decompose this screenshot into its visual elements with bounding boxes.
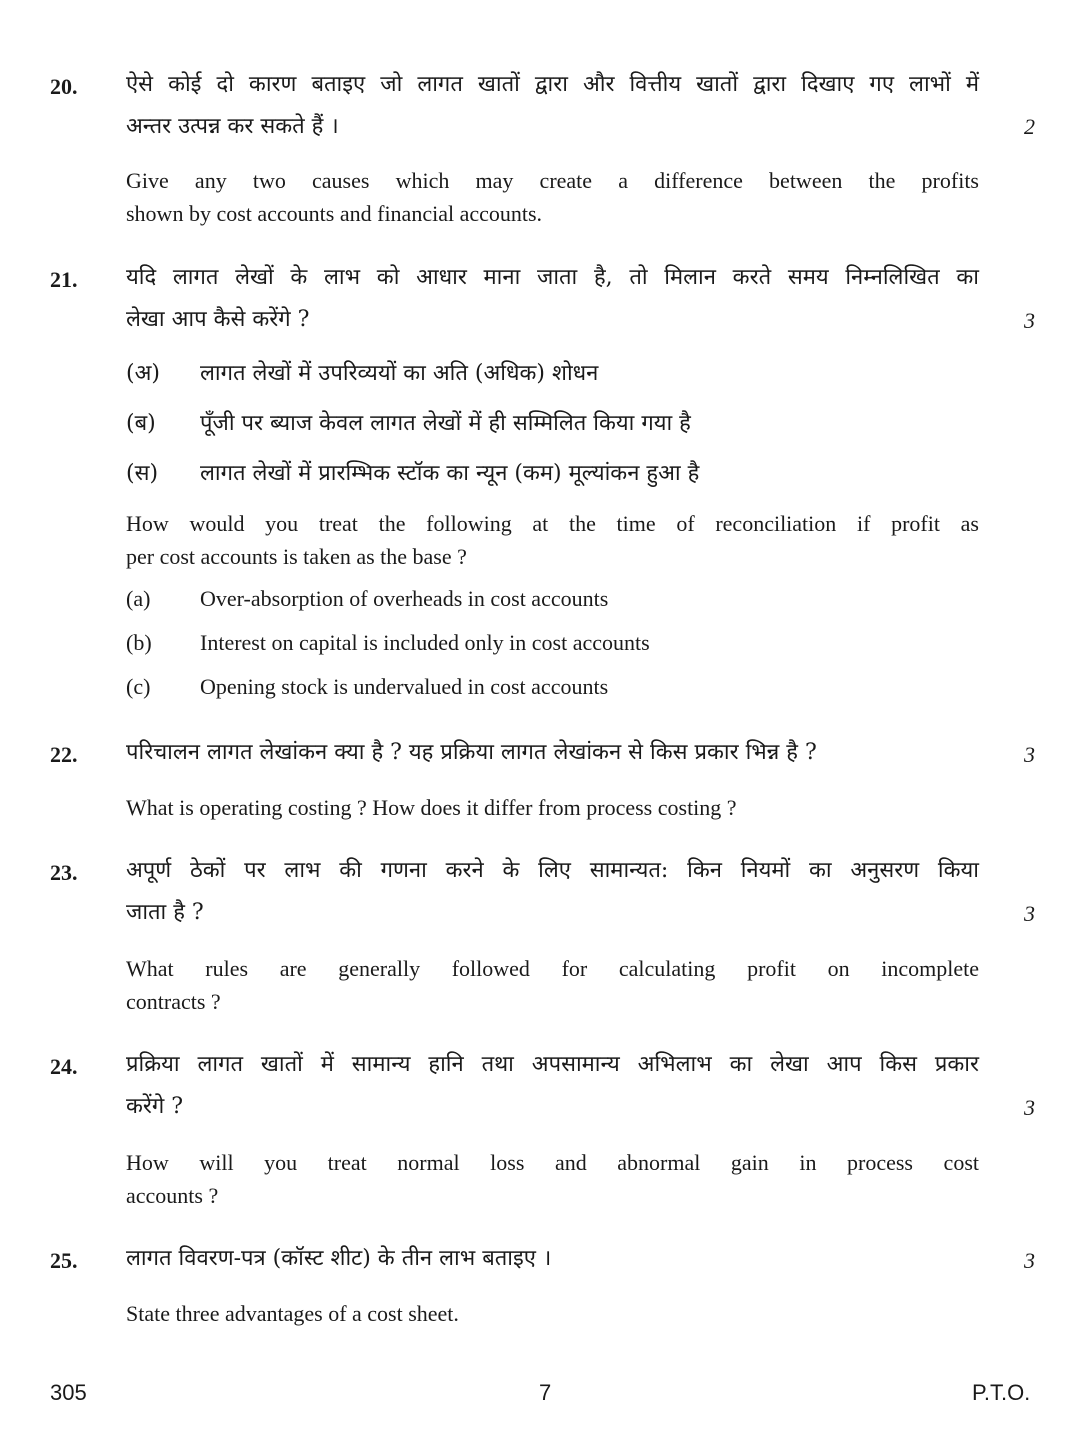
question-marks: 3 (1024, 308, 1035, 333)
question-marks: 3 (1024, 1095, 1035, 1120)
question-english-line: What rules are generally followed for calculating profit on incomplete (126, 956, 979, 981)
question-hindi-line: अन्तर उत्पन्न कर सकते हैं । (126, 114, 339, 139)
question-number: 20. (50, 74, 78, 99)
part-label: (b) (126, 630, 152, 655)
question-marks: 3 (1024, 1248, 1035, 1273)
question-marks: 3 (1024, 901, 1035, 926)
question-number: 23. (50, 860, 78, 885)
part-label: (अ) (126, 361, 160, 386)
please-turn-over: P.T.O. (972, 1380, 1031, 1405)
question-english-line: State three advantages of a cost sheet. (126, 1301, 459, 1326)
question-hindi-line: ऐसे कोई दो कारण बताइए जो लागत खातों द्वारा और वित्तीय खातों द्वारा दिखाए गए लाभों में (126, 72, 979, 97)
question-marks: 3 (1024, 742, 1035, 767)
question-english-line: contracts ? (126, 989, 221, 1014)
question-hindi-line: लागत विवरण-पत्र (कॉस्ट शीट) के तीन लाभ बताइए । (126, 1246, 552, 1271)
page-number: 7 (539, 1380, 552, 1405)
part-label: (ब) (126, 411, 156, 436)
question-english-line: per cost accounts is taken as the base ? (126, 544, 467, 569)
question-hindi-line: करेंगे ? (126, 1094, 184, 1119)
question-number: 24. (50, 1054, 78, 1079)
part-text: पूँजी पर ब्याज केवल लागत लेखों में ही सम्मिलित किया गया है (200, 411, 691, 436)
part-text: लागत लेखों में उपरिव्ययों का अति (अधिक) शोधन (200, 361, 599, 386)
part-label: (स) (126, 461, 159, 486)
question-number: 21. (50, 267, 78, 292)
question-hindi-line: प्रक्रिया लागत खातों में सामान्य हानि तथा अपसामान्य अभिलाभ का लेखा आप किस प्रकार (126, 1052, 979, 1077)
question-english-line: Give any two causes which may create a difference between the profits (126, 168, 979, 193)
paper-code: 305 (50, 1380, 87, 1405)
part-text: Over-absorption of overheads in cost accounts (200, 586, 609, 611)
question-english-line: accounts ? (126, 1183, 219, 1208)
part-text: Interest on capital is included only in cost accounts (200, 630, 650, 655)
part-text: Opening stock is undervalued in cost accounts (200, 674, 609, 699)
question-hindi-line: लेखा आप कैसे करेंगे ? (126, 307, 310, 332)
question-english-line: What is operating costing ? How does it differ from process costing ? (126, 795, 737, 820)
part-text: लागत लेखों में प्रारम्भिक स्टॉक का न्यून (कम) मूल्यांकन हुआ है (200, 461, 700, 486)
question-hindi-line: जाता है ? (126, 900, 204, 925)
question-number: 25. (50, 1248, 78, 1273)
question-hindi-line: परिचालन लागत लेखांकन क्या है ? यह प्रक्रिया लागत लेखांकन से किस प्रकार भिन्न है ? (126, 740, 817, 765)
part-label: (c) (126, 674, 151, 699)
question-english-line: How would you treat the following at the time of reconciliation if profit as (126, 511, 979, 536)
question-number: 22. (50, 742, 78, 767)
question-marks: 2 (1024, 114, 1035, 139)
question-hindi-line: अपूर्ण ठेकों पर लाभ की गणना करने के लिए सामान्यत: किन नियमों का अनुसरण किया (126, 858, 979, 883)
part-label: (a) (126, 586, 151, 611)
question-english-line: shown by cost accounts and financial accounts. (126, 201, 543, 226)
question-english-line: How will you treat normal loss and abnormal gain in process cost (126, 1150, 979, 1175)
question-hindi-line: यदि लागत लेखों के लाभ को आधार माना जाता है, तो मिलान करते समय निम्नलिखित का (126, 265, 979, 290)
